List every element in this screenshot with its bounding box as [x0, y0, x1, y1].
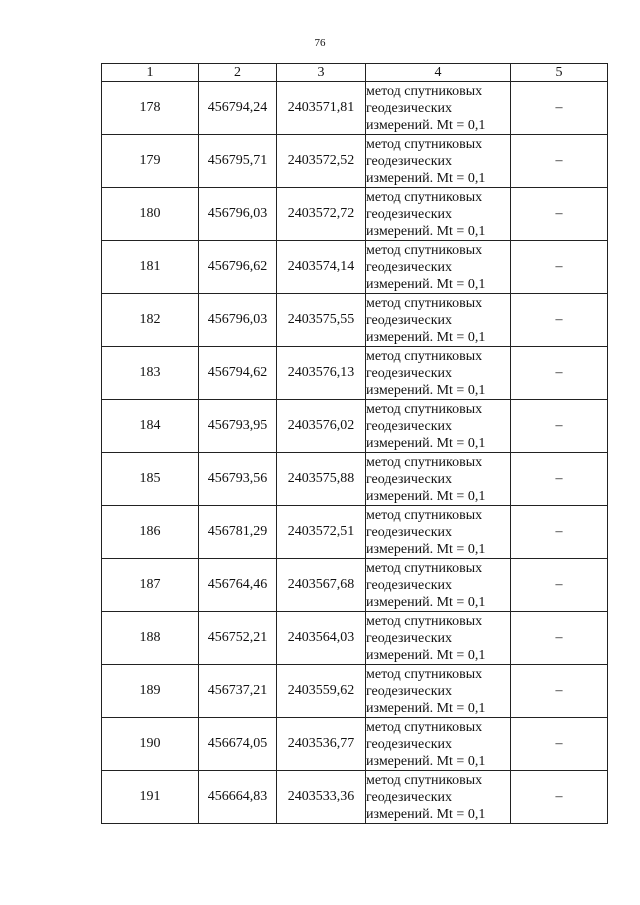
method-line: метод спутниковых: [366, 295, 483, 311]
note-cell: –: [511, 294, 608, 347]
point-number-cell: 188: [102, 612, 199, 665]
table-row: [102, 82, 608, 135]
point-number-cell: 182: [102, 294, 199, 347]
method-line: измерений. Mt = 0,1: [366, 382, 486, 398]
y-coordinate-cell: 2403567,68: [277, 559, 366, 612]
method-cell: [366, 771, 511, 824]
method-line: метод спутниковых: [366, 83, 483, 99]
method-cell: [366, 506, 511, 559]
point-number-cell: 181: [102, 241, 199, 294]
header-row: [102, 64, 608, 82]
method-line: метод спутниковых: [366, 348, 483, 364]
method-cell: [366, 294, 511, 347]
method-cell: [366, 135, 511, 188]
method-line: геодезических: [366, 365, 453, 381]
method-line: геодезических: [366, 206, 453, 222]
note-cell: –: [511, 771, 608, 824]
y-coordinate-cell: 2403536,77: [277, 718, 366, 771]
method-cell: [366, 188, 511, 241]
method-line: геодезических: [366, 153, 453, 169]
method-cell: [366, 453, 511, 506]
x-coordinate-cell: 456796,03: [199, 294, 277, 347]
method-cell: [366, 400, 511, 453]
method-line: измерений. Mt = 0,1: [366, 435, 486, 451]
x-coordinate-cell: 456764,46: [199, 559, 277, 612]
x-coordinate-cell: 456793,95: [199, 400, 277, 453]
table-row: [102, 241, 608, 294]
table-row: [102, 771, 608, 824]
header-col-1: 1: [102, 64, 199, 82]
y-coordinate-cell: 2403576,02: [277, 400, 366, 453]
point-number-cell: 183: [102, 347, 199, 400]
y-coordinate-cell: 2403533,36: [277, 771, 366, 824]
y-coordinate-cell: 2403572,72: [277, 188, 366, 241]
method-line: геодезических: [366, 630, 453, 646]
header-col-2: 2: [199, 64, 277, 82]
note-cell: –: [511, 347, 608, 400]
table-row: [102, 400, 608, 453]
table-body: [102, 82, 608, 824]
method-cell: [366, 241, 511, 294]
y-coordinate-cell: 2403572,51: [277, 506, 366, 559]
method-line: метод спутниковых: [366, 507, 483, 523]
table-row: [102, 347, 608, 400]
method-line: геодезических: [366, 259, 453, 275]
method-line: геодезических: [366, 683, 453, 699]
method-line: метод спутниковых: [366, 772, 483, 788]
note-cell: –: [511, 718, 608, 771]
method-line: метод спутниковых: [366, 189, 483, 205]
point-number-cell: 185: [102, 453, 199, 506]
method-cell: [366, 718, 511, 771]
table-row: [102, 188, 608, 241]
method-line: измерений. Mt = 0,1: [366, 541, 486, 557]
point-number-cell: 189: [102, 665, 199, 718]
y-coordinate-cell: 2403575,88: [277, 453, 366, 506]
table-row: [102, 665, 608, 718]
method-line: измерений. Mt = 0,1: [366, 276, 486, 292]
x-coordinate-cell: 456794,62: [199, 347, 277, 400]
method-line: измерений. Mt = 0,1: [366, 753, 486, 769]
note-cell: –: [511, 612, 608, 665]
method-line: метод спутниковых: [366, 666, 483, 682]
point-number-cell: 186: [102, 506, 199, 559]
method-line: измерений. Mt = 0,1: [366, 700, 486, 716]
note-cell: –: [511, 453, 608, 506]
method-line: измерений. Mt = 0,1: [366, 117, 486, 133]
y-coordinate-cell: 2403571,81: [277, 82, 366, 135]
method-line: измерений. Mt = 0,1: [366, 223, 486, 239]
method-line: измерений. Mt = 0,1: [366, 806, 486, 822]
x-coordinate-cell: 456793,56: [199, 453, 277, 506]
method-line: метод спутниковых: [366, 719, 483, 735]
method-cell: [366, 559, 511, 612]
x-coordinate-cell: 456795,71: [199, 135, 277, 188]
x-coordinate-cell: 456794,24: [199, 82, 277, 135]
method-line: метод спутниковых: [366, 136, 483, 152]
x-coordinate-cell: 456796,62: [199, 241, 277, 294]
page-number: 76: [314, 37, 326, 49]
note-cell: –: [511, 188, 608, 241]
method-cell: [366, 665, 511, 718]
x-coordinate-cell: 456674,05: [199, 718, 277, 771]
method-line: метод спутниковых: [366, 401, 483, 417]
method-line: измерений. Mt = 0,1: [366, 488, 486, 504]
point-number-cell: 191: [102, 771, 199, 824]
y-coordinate-cell: 2403559,62: [277, 665, 366, 718]
table-row: [102, 506, 608, 559]
method-line: измерений. Mt = 0,1: [366, 329, 486, 345]
y-coordinate-cell: 2403564,03: [277, 612, 366, 665]
point-number-cell: 180: [102, 188, 199, 241]
note-cell: –: [511, 135, 608, 188]
method-line: метод спутниковых: [366, 454, 483, 470]
method-line: геодезических: [366, 736, 453, 752]
note-cell: –: [511, 82, 608, 135]
method-line: геодезических: [366, 524, 453, 540]
method-line: геодезических: [366, 471, 453, 487]
method-cell: [366, 347, 511, 400]
point-number-cell: 184: [102, 400, 199, 453]
method-cell: [366, 82, 511, 135]
x-coordinate-cell: 456796,03: [199, 188, 277, 241]
method-line: геодезических: [366, 577, 453, 593]
note-cell: –: [511, 241, 608, 294]
method-line: измерений. Mt = 0,1: [366, 170, 486, 186]
method-line: метод спутниковых: [366, 613, 483, 629]
table-row: [102, 559, 608, 612]
method-line: геодезических: [366, 418, 453, 434]
header-col-4: 4: [366, 64, 511, 82]
y-coordinate-cell: 2403576,13: [277, 347, 366, 400]
note-cell: –: [511, 400, 608, 453]
y-coordinate-cell: 2403572,52: [277, 135, 366, 188]
point-number-cell: 179: [102, 135, 199, 188]
table-header: [102, 64, 608, 82]
table-row: [102, 718, 608, 771]
method-line: геодезических: [366, 100, 453, 116]
table-row: [102, 453, 608, 506]
coordinates-table: [101, 63, 608, 824]
method-line: измерений. Mt = 0,1: [366, 594, 486, 610]
x-coordinate-cell: 456781,29: [199, 506, 277, 559]
note-cell: –: [511, 559, 608, 612]
header-col-5: 5: [511, 64, 608, 82]
method-line: геодезических: [366, 789, 453, 805]
y-coordinate-cell: 2403575,55: [277, 294, 366, 347]
x-coordinate-cell: 456737,21: [199, 665, 277, 718]
table-row: [102, 135, 608, 188]
method-line: измерений. Mt = 0,1: [366, 647, 486, 663]
table-row: [102, 294, 608, 347]
method-line: метод спутниковых: [366, 242, 483, 258]
x-coordinate-cell: 456664,83: [199, 771, 277, 824]
y-coordinate-cell: 2403574,14: [277, 241, 366, 294]
x-coordinate-cell: 456752,21: [199, 612, 277, 665]
table-row: [102, 612, 608, 665]
point-number-cell: 190: [102, 718, 199, 771]
note-cell: –: [511, 665, 608, 718]
note-cell: –: [511, 506, 608, 559]
method-line: метод спутниковых: [366, 560, 483, 576]
method-cell: [366, 612, 511, 665]
method-line: геодезических: [366, 312, 453, 328]
point-number-cell: 187: [102, 559, 199, 612]
header-col-3: 3: [277, 64, 366, 82]
point-number-cell: 178: [102, 82, 199, 135]
